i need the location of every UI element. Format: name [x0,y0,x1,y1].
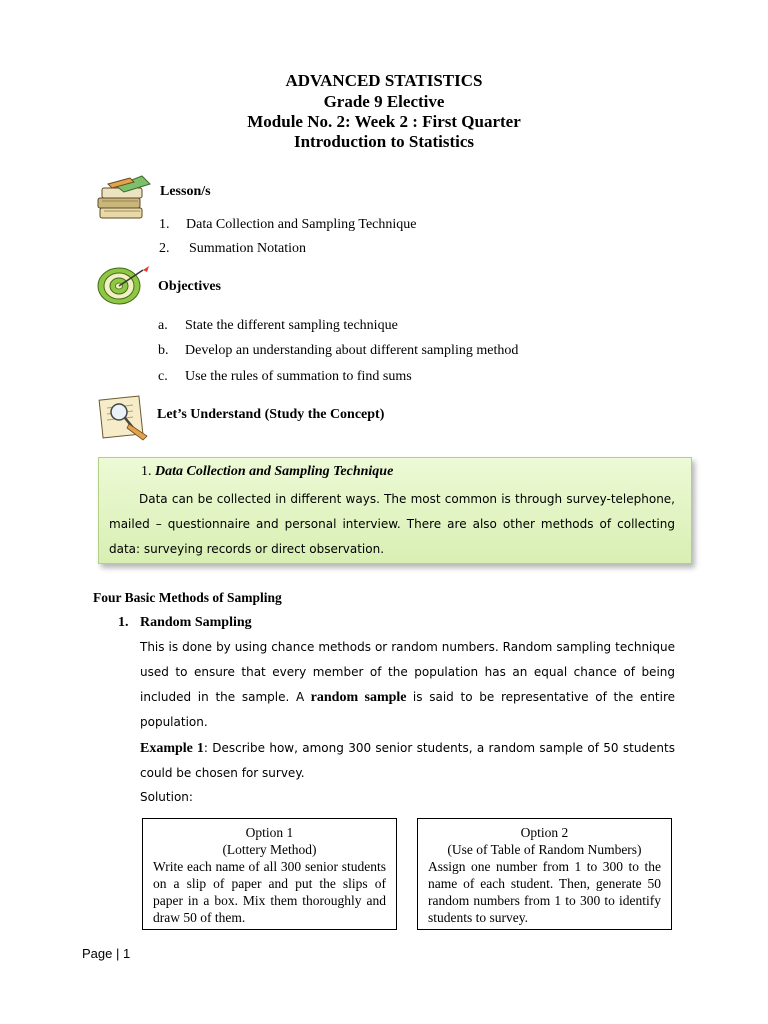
objective-item: c. Use the rules of summation to find sums [158,369,412,384]
lesson-item: 2. Summation Notation [159,241,307,256]
objective-item: a. State the different sampling technique [158,318,398,333]
option-title: Option 2 [520,825,569,840]
lessons-title: Lesson/s [160,184,211,199]
option-title: Option 1 [245,825,294,840]
doc-grade: Grade 9 Elective [323,92,445,111]
concept-title: 1. Data Collection and Sampling Technique [141,464,394,479]
objectives-title: Objectives [158,279,221,294]
example-text: Example 1: Describe how, among 300 senior students, a random sample of 50 students could be chosen for survey. [140,741,675,780]
doc-title: ADVANCED STATISTICS [285,71,483,90]
option-box [417,818,672,930]
option-subtitle: (Lottery Method) [222,842,317,857]
solution-label: Solution: [140,790,193,804]
method-num: 1. [118,615,129,630]
method-title: Random Sampling [140,615,252,630]
doc-topic: Introduction to Statistics [293,132,475,151]
objective-item: b. Develop an understanding about different sampling method [158,343,519,358]
option-box [142,818,397,930]
option-text: Assign one number from 1 to 300 to the name of each student. Then, generate 50 random numbers from 1 to 300 to identify students to survey. [428,859,661,925]
target-icon [95,264,151,306]
methods-title: Four Basic Methods of Sampling [93,590,282,605]
method-description: This is done by using chance methods or random numbers. Random sampling technique used to ensure that every member of the population has an equal chance of being included in the sample. A random sample is said to be representative of the entire population. [140,640,676,729]
random-sample-term: random sample [310,690,407,705]
study-icon [95,394,153,442]
books-icon [94,172,154,222]
concept-box [98,457,692,564]
option-subtitle: (Use of Table of Random Numbers) [447,842,642,857]
option-text: Write each name of all 300 senior students on a slip of paper and put the slips of paper in a box. Mix them thoroughly and draw 50 of them. [153,859,386,925]
lesson-item: 1. Data Collection and Sampling Technique [159,217,417,232]
understand-title: Let’s Understand (Study the Concept) [157,407,385,422]
doc-module: Module No. 2: Week 2 : First Quarter [247,112,521,131]
page-footer: Page | 1 [82,946,131,961]
concept-text: Data can be collected in different ways. The most common is through survey-telephone, mailed – questionnaire and personal interview. There are also other methods of collecting data: surveying records or direct observation. [109,492,675,556]
